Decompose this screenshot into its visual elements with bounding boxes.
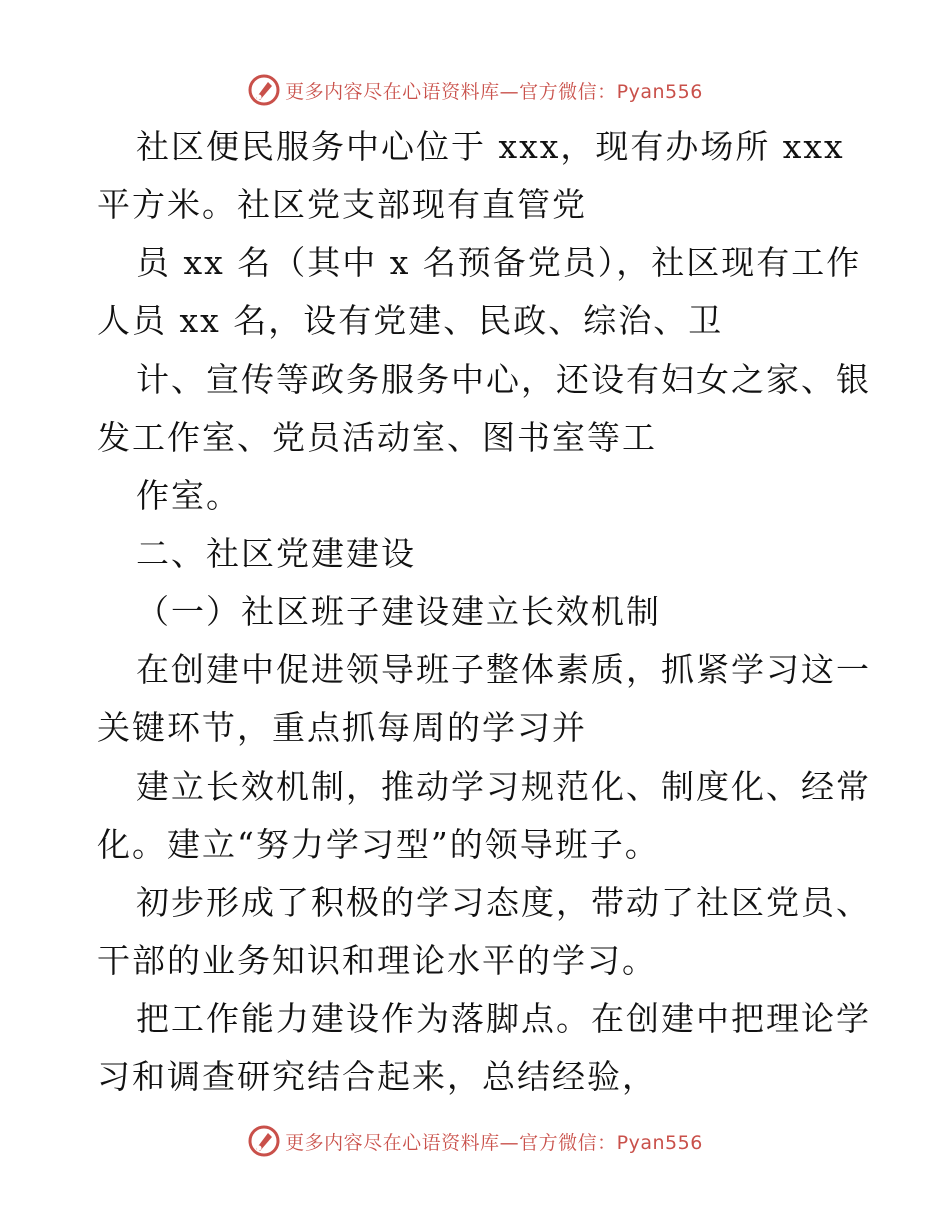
paragraph-line: 在创建中促进领导班子整体素质，抓紧学习这一: [136, 650, 871, 689]
section-heading: 二、社区党建建设: [136, 534, 416, 573]
paragraph-line: 干部的业务知识和理论水平的学习。: [97, 941, 657, 980]
paragraph-line: 习和调查研究结合起来，总结经验，: [97, 1057, 657, 1096]
paragraph-line: 发工作室、党员活动室、图书室等工: [97, 418, 657, 457]
paragraph-line: 社区便民服务中心位于 xxx，现有办场所 xxx: [136, 127, 845, 166]
subsection-heading: （一）社区班子建设建立长效机制: [136, 592, 661, 631]
paragraph-line: 初步形成了积极的学习态度，带动了社区党员、: [136, 883, 871, 922]
paragraph-line: 平方米。社区党支部现有直管党: [97, 185, 587, 224]
watermark-footer: [0, 1121, 950, 1161]
paragraph-line: 人员 xx 名，设有党建、民政、综治、卫: [97, 301, 724, 340]
paragraph-line: 计、宣传等政务服务中心，还设有妇女之家、银: [136, 360, 871, 399]
watermark-text: 更多内容尽在心语资料库—官方微信：Pyan556: [285, 80, 703, 103]
paragraph-line: 员 xx 名（其中 x 名预备党员），社区现有工作: [136, 243, 862, 282]
pen-logo-icon: [247, 73, 281, 107]
watermark-header: [0, 70, 950, 110]
paragraph-line: 建立长效机制，推动学习规范化、制度化、经常: [136, 767, 871, 806]
paragraph-line: 作室。: [136, 476, 241, 515]
paragraph-line: 关键环节，重点抓每周的学习并: [97, 708, 587, 747]
paragraph-line: 化。建立“努力学习型”的领导班子。: [97, 825, 660, 864]
paragraph-line: 把工作能力建设作为落脚点。在创建中把理论学: [136, 999, 871, 1038]
watermark-text: 更多内容尽在心语资料库—官方微信：Pyan556: [285, 1131, 703, 1154]
pen-logo-icon: [247, 1124, 281, 1158]
